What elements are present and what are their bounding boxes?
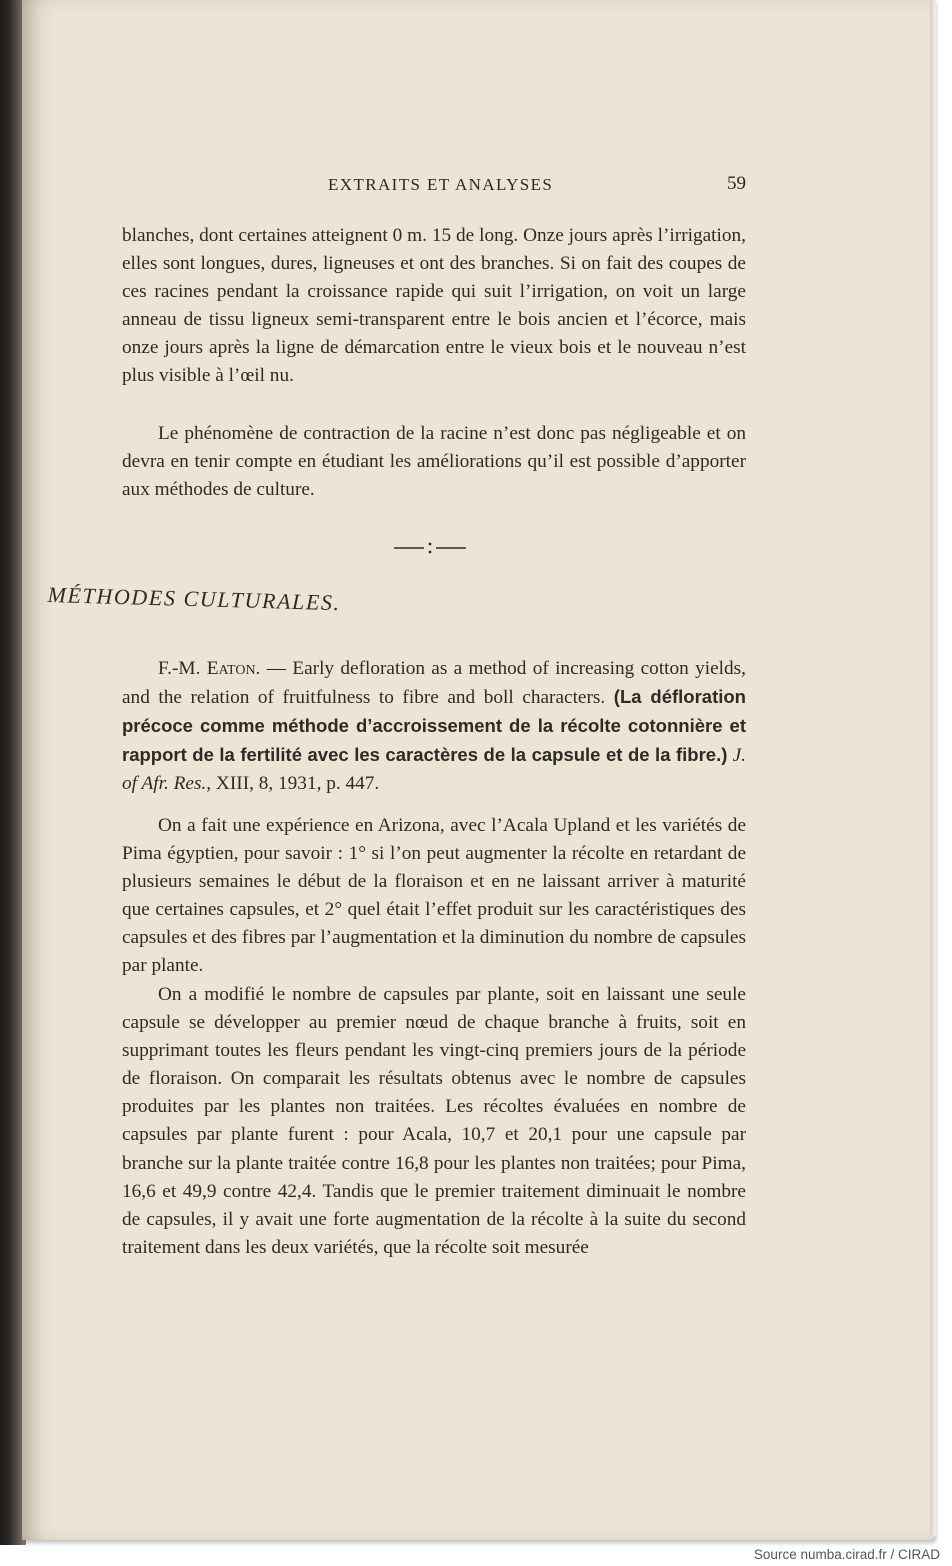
page-edge: [930, 0, 936, 1536]
paragraph-conclusion: [122, 420, 746, 504]
bibliographic-reference: [122, 655, 746, 798]
paragraph-experiment: [122, 812, 746, 981]
section-title: MÉTHODES CULTURALES.: [47, 582, 342, 616]
reference-journal: J. of Afr. Res.: [122, 745, 746, 795]
reference-citation: , XIII, 8, 1931, p. 447.: [206, 773, 380, 795]
reference-english-title: Early defloration as a method of increasing cotton yields, and the relation of fruitfulness to fibre and boll characters.: [122, 658, 747, 709]
reference-french-title: (La défloration précoce comme méthode d’accroissement de la récolte cotonnière et rapport de la fertilité avec les caractères de la capsule et de la fibre.): [122, 686, 746, 766]
reference-author: F.-M. Eaton.: [158, 658, 261, 679]
paragraph-results: [122, 981, 746, 1262]
paragraph-experiment-text: On a fait une expérience en Arizona, avec l’Acala Upland et les variétés de Pima égyptien, pour savoir : 1° si l’on peut augmenter la récolte en retardant de plusieurs semaines le début de la floraison et en ne laissant arriver à maturité que certaines capsules, et 2° quel était l’effet produit sur les caractéristiques des capsules et des fibres par l’augmentation et la diminution du nombre de capsules par plante.: [122, 815, 746, 977]
page-number: 59: [727, 173, 746, 194]
paragraph-conclusion-text: Le phénomène de contraction de la racine n’est donc pas négligeable et on devra en tenir compte en étudiant les améliorations qu’il est possible d’apporter aux méthodes de culture.: [122, 423, 746, 501]
reference-dash: —: [260, 658, 293, 679]
paragraph-results-text: On a modifié le nombre de capsules par plante, soit en laissant une seule capsule se développer au premier nœud de chaque branche à fruits, soit en supprimant toutes les fleurs pendant les vingt-cinq premiers jours de la période de floraison. On comparait les résultats obtenus avec le nombre de capsules produites par les plantes non traitées. Les récoltes évaluées en nombre de capsules par plante furent : pour Acala, 10,7 et 20,1 pour une capsule par branche sur la plante traitée contre 16,8 pour les plantes non traitées; pour Pima, 16,6 et 49,9 contre 42,4. Tandis que le premier traitement diminuait le nombre de capsules, il y avait une forte augmentation de la récolte à la suite du second traitement dans les deux variétés, que la récolte soit mesurée: [122, 984, 746, 1258]
source-credit: Source numba.cirad.fr / CIRAD: [753, 1547, 940, 1562]
running-head: EXTRAITS ET ANALYSES: [328, 175, 554, 194]
section-divider-ornament: [394, 540, 466, 556]
paragraph-continuation: blanches, dont certaines atteignent 0 m. 15 de long. Onze jours après l’irrigation, elles sont longues, dures, ligneuses et ont des branches. Si on fait des coupes de ces racines pendant la croissance rapide qui suit l’irrigation, on voit un large anneau de tissu ligneux semi-transparent entre le bois ancien et l’écorce, mais onze jours après la ligne de démarcation entre le vieux bois et le nouveau n’est plus visible à l’œil nu.: [122, 225, 746, 387]
